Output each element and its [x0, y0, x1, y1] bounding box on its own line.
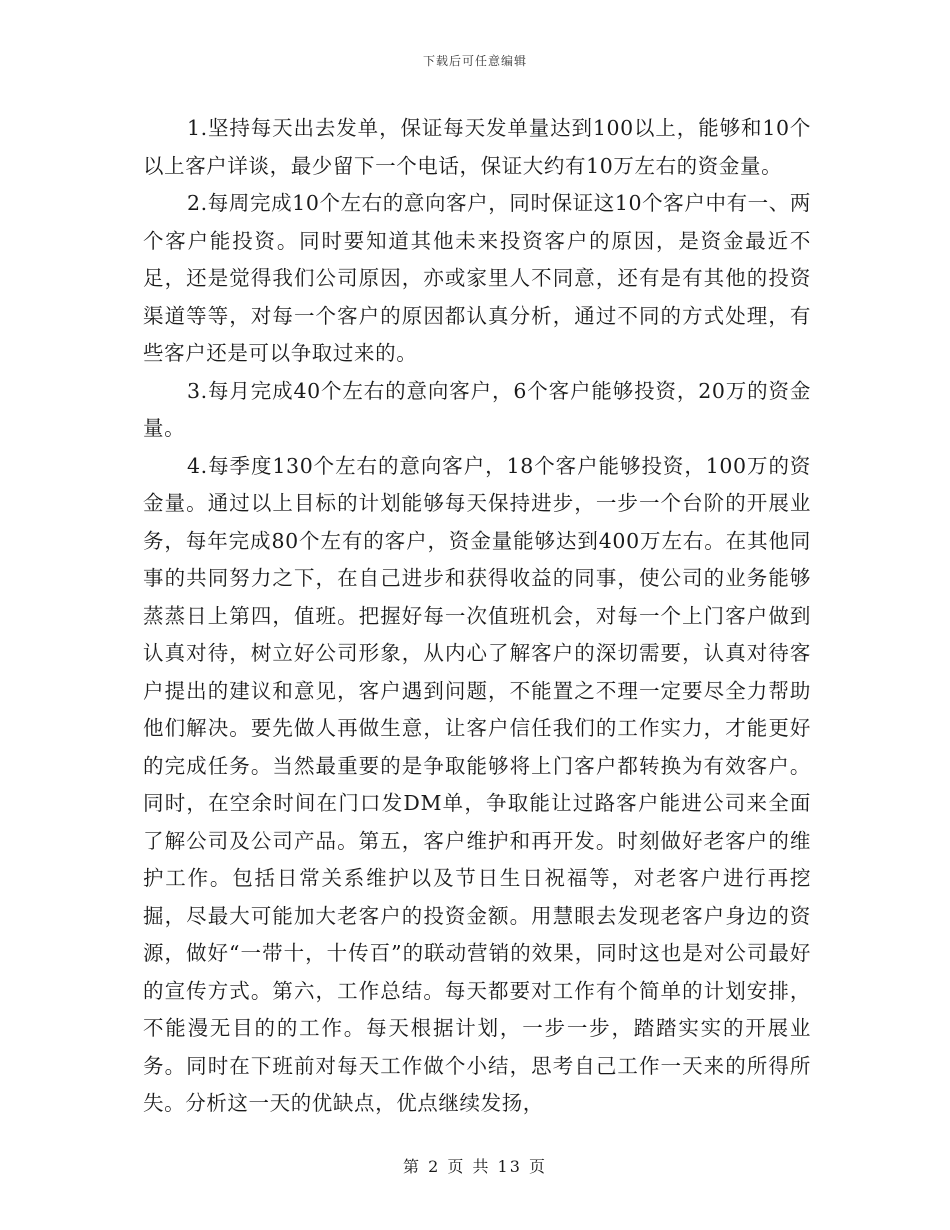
paragraph-item-1: 1.坚持每天出去发单，保证每天发单量达到100以上，能够和10个以上客户详谈，最少留下一个电话，保证大约有10万左右的资金量。 — [143, 116, 811, 178]
page-number-footer: 第 2 页 共 13 页 — [403, 1157, 547, 1176]
body-text — [143, 110, 811, 1123]
paragraph-item-4: 4.每季度130个左右的意向客户，18个客户能够投资，100万的资金量。通过以上目标的计划能够每天保持进步，一步一个台阶的开展业务，每年完成80个左有的客户，资金量能够达到400万左右。在其他同事的共同努力之下，在自己进步和获得收益的同事，使公司的业务能够蒸蒸日上第四，值班。把握好每一次值班机会，对每一个上门客户做到认真对待，树立好公司形象，从内心了解客户的深切需要，认真对待客户提出的建议和意见，客户遇到问题，不能置之不理一定要尽全力帮助他们解决。要先做人再做生意，让客户信任我们的工作实力，才能更好的完成任务。当然最重要的是争取能够将上门客户都转换为有效客户。同时，在空余时间在门口发DM单，争取能让过路客户能进公司来全面了解公司及公司产品。第五，客户维护和再开发。时刻做好老客户的维护工作。包括日常关系维护以及节日生日祝福等，对老客户进行再挖掘，尽最大可能加大老客户的投资金额。用慧眼去发现老客户身边的资源，做好“一带十，十传百”的联动营销的效果，同时这也是对公司最好的宣传方式。第六，工作总结。每天都要对工作有个简单的计划安排，不能漫无目的的工作。每天根据计划，一步一步，踏踏实实的开展业务。同时在下班前对每天工作做个小结，思考自己工作一天来的所得所失。分析这一天的优缺点，优点继续发扬， — [143, 453, 811, 1115]
paragraph-item-3: 3.每月完成40个左右的意向客户，6个客户能够投资，20万的资金量。 — [143, 378, 811, 440]
paragraph-item-2: 2.每周完成10个左右的意向客户，同时保证这10个客户中有一、两个客户能投资。同时要知道其他未来投资客户的原因，是资金最近不足，还是觉得我们公司原因，亦或家里人不同意，还有是有其他的投资渠道等等，对每一个客户的原因都认真分析，通过不同的方式处理，有些客户还是可以争取过来的。 — [143, 191, 811, 365]
header-note: 下载后可任意编辑 — [422, 54, 527, 68]
